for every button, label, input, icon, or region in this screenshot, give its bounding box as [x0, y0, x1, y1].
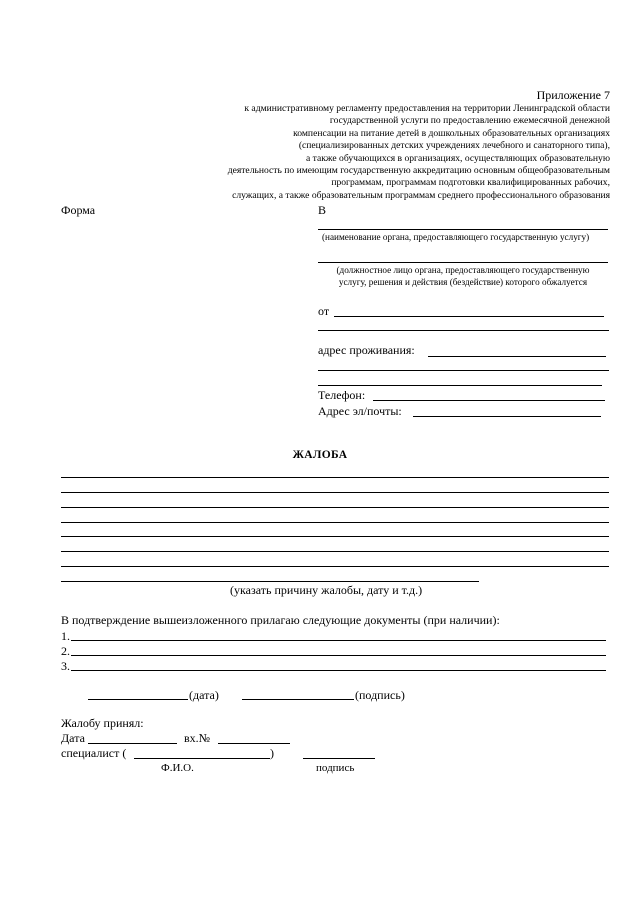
header-line: программам, программам подготовки квалифицированных рабочих,: [331, 177, 610, 189]
close-paren: ): [270, 746, 274, 760]
header-line: к административному регламенту предоставления на территории Ленинградской области: [244, 103, 610, 114]
complaint-line: [61, 522, 609, 523]
receipt-date-line: [88, 743, 177, 744]
official-caption: [318, 265, 608, 288]
email-label: Адрес эл/почты:: [318, 404, 402, 418]
phone-line: [373, 400, 605, 401]
sign-line: [242, 699, 354, 700]
official-line: [318, 262, 608, 263]
complaint-title: ЖАЛОБА: [292, 449, 348, 461]
accepted-label: Жалобу принял:: [61, 716, 144, 730]
attachment-item-3: 3.: [61, 659, 70, 673]
complaint-caption: (указать причину жалобы, дату и т.д.): [230, 583, 423, 597]
complaint-line: [61, 477, 609, 478]
specialist-label: специалист (: [61, 746, 127, 760]
complaint-line: [61, 566, 609, 567]
header-line: служащих, а также образовательным программам среднего профессионального образования: [232, 189, 610, 201]
attachments-intro: В подтверждение вышеизложенного прилагаю следующие документы (при наличии):: [61, 613, 500, 627]
appendix-header: [228, 88, 610, 202]
in-no-line: [218, 743, 290, 744]
email-line: [413, 416, 601, 417]
sign-caption: подпись: [316, 762, 355, 774]
in-no-label: вх.№: [184, 731, 211, 745]
official-caption-line: услугу, решения и действия (бездействие) которого обжалуется: [338, 276, 588, 287]
date-line: [88, 699, 188, 700]
form-label: Форма: [61, 203, 96, 217]
address-line: [428, 356, 606, 357]
header-line: деятельность по имеющим государственную аккредитацию основным общеобразовательным: [227, 165, 610, 177]
attachment-item-1: 1.: [61, 629, 70, 643]
organ-line: [318, 229, 608, 230]
date-label: (дата): [189, 688, 219, 702]
address-label: адрес проживания:: [318, 343, 415, 357]
to-prefix: В: [318, 203, 327, 217]
address-line-2: [318, 370, 609, 371]
header-line: компенсации на питание детей в дошкольных образовательных организациях: [293, 127, 610, 139]
from-label: от: [318, 304, 330, 318]
complaint-line: [61, 581, 479, 582]
complaint-line: [61, 492, 609, 493]
from-line-2: [318, 330, 609, 331]
phone-label: Телефон:: [318, 388, 366, 402]
complaint-line: [61, 507, 609, 508]
sign-label: (подпись): [355, 688, 405, 702]
attachment-line: [71, 640, 606, 641]
specialist-line: [134, 758, 270, 759]
attachment-line: [71, 655, 606, 656]
from-line: [334, 316, 604, 317]
header-line: (специализированных детских учреждениях лечебного и санаторного типа),: [298, 140, 610, 152]
appendix-title: Приложение 7: [536, 88, 610, 102]
address-line-3: [318, 385, 602, 386]
complaint-line: [61, 536, 609, 537]
fio-caption: Ф.И.О.: [161, 762, 194, 774]
header-line: а также обучающихся в организациях, осуществляющих образовательную: [306, 152, 610, 164]
official-caption-line: (должностное лицо органа, предоставляющего государственную: [336, 265, 590, 275]
attachment-line: [71, 670, 606, 671]
organ-caption: (наименование органа, предоставляющего государственную услугу): [322, 232, 590, 242]
complaint-line: [61, 551, 609, 552]
specialist-sign-line: [303, 758, 375, 759]
receipt-date-label: Дата: [61, 731, 85, 745]
header-line: государственной услуги по предоставлению ежемесячной денежной: [329, 115, 610, 127]
attachment-item-2: 2.: [61, 644, 70, 658]
